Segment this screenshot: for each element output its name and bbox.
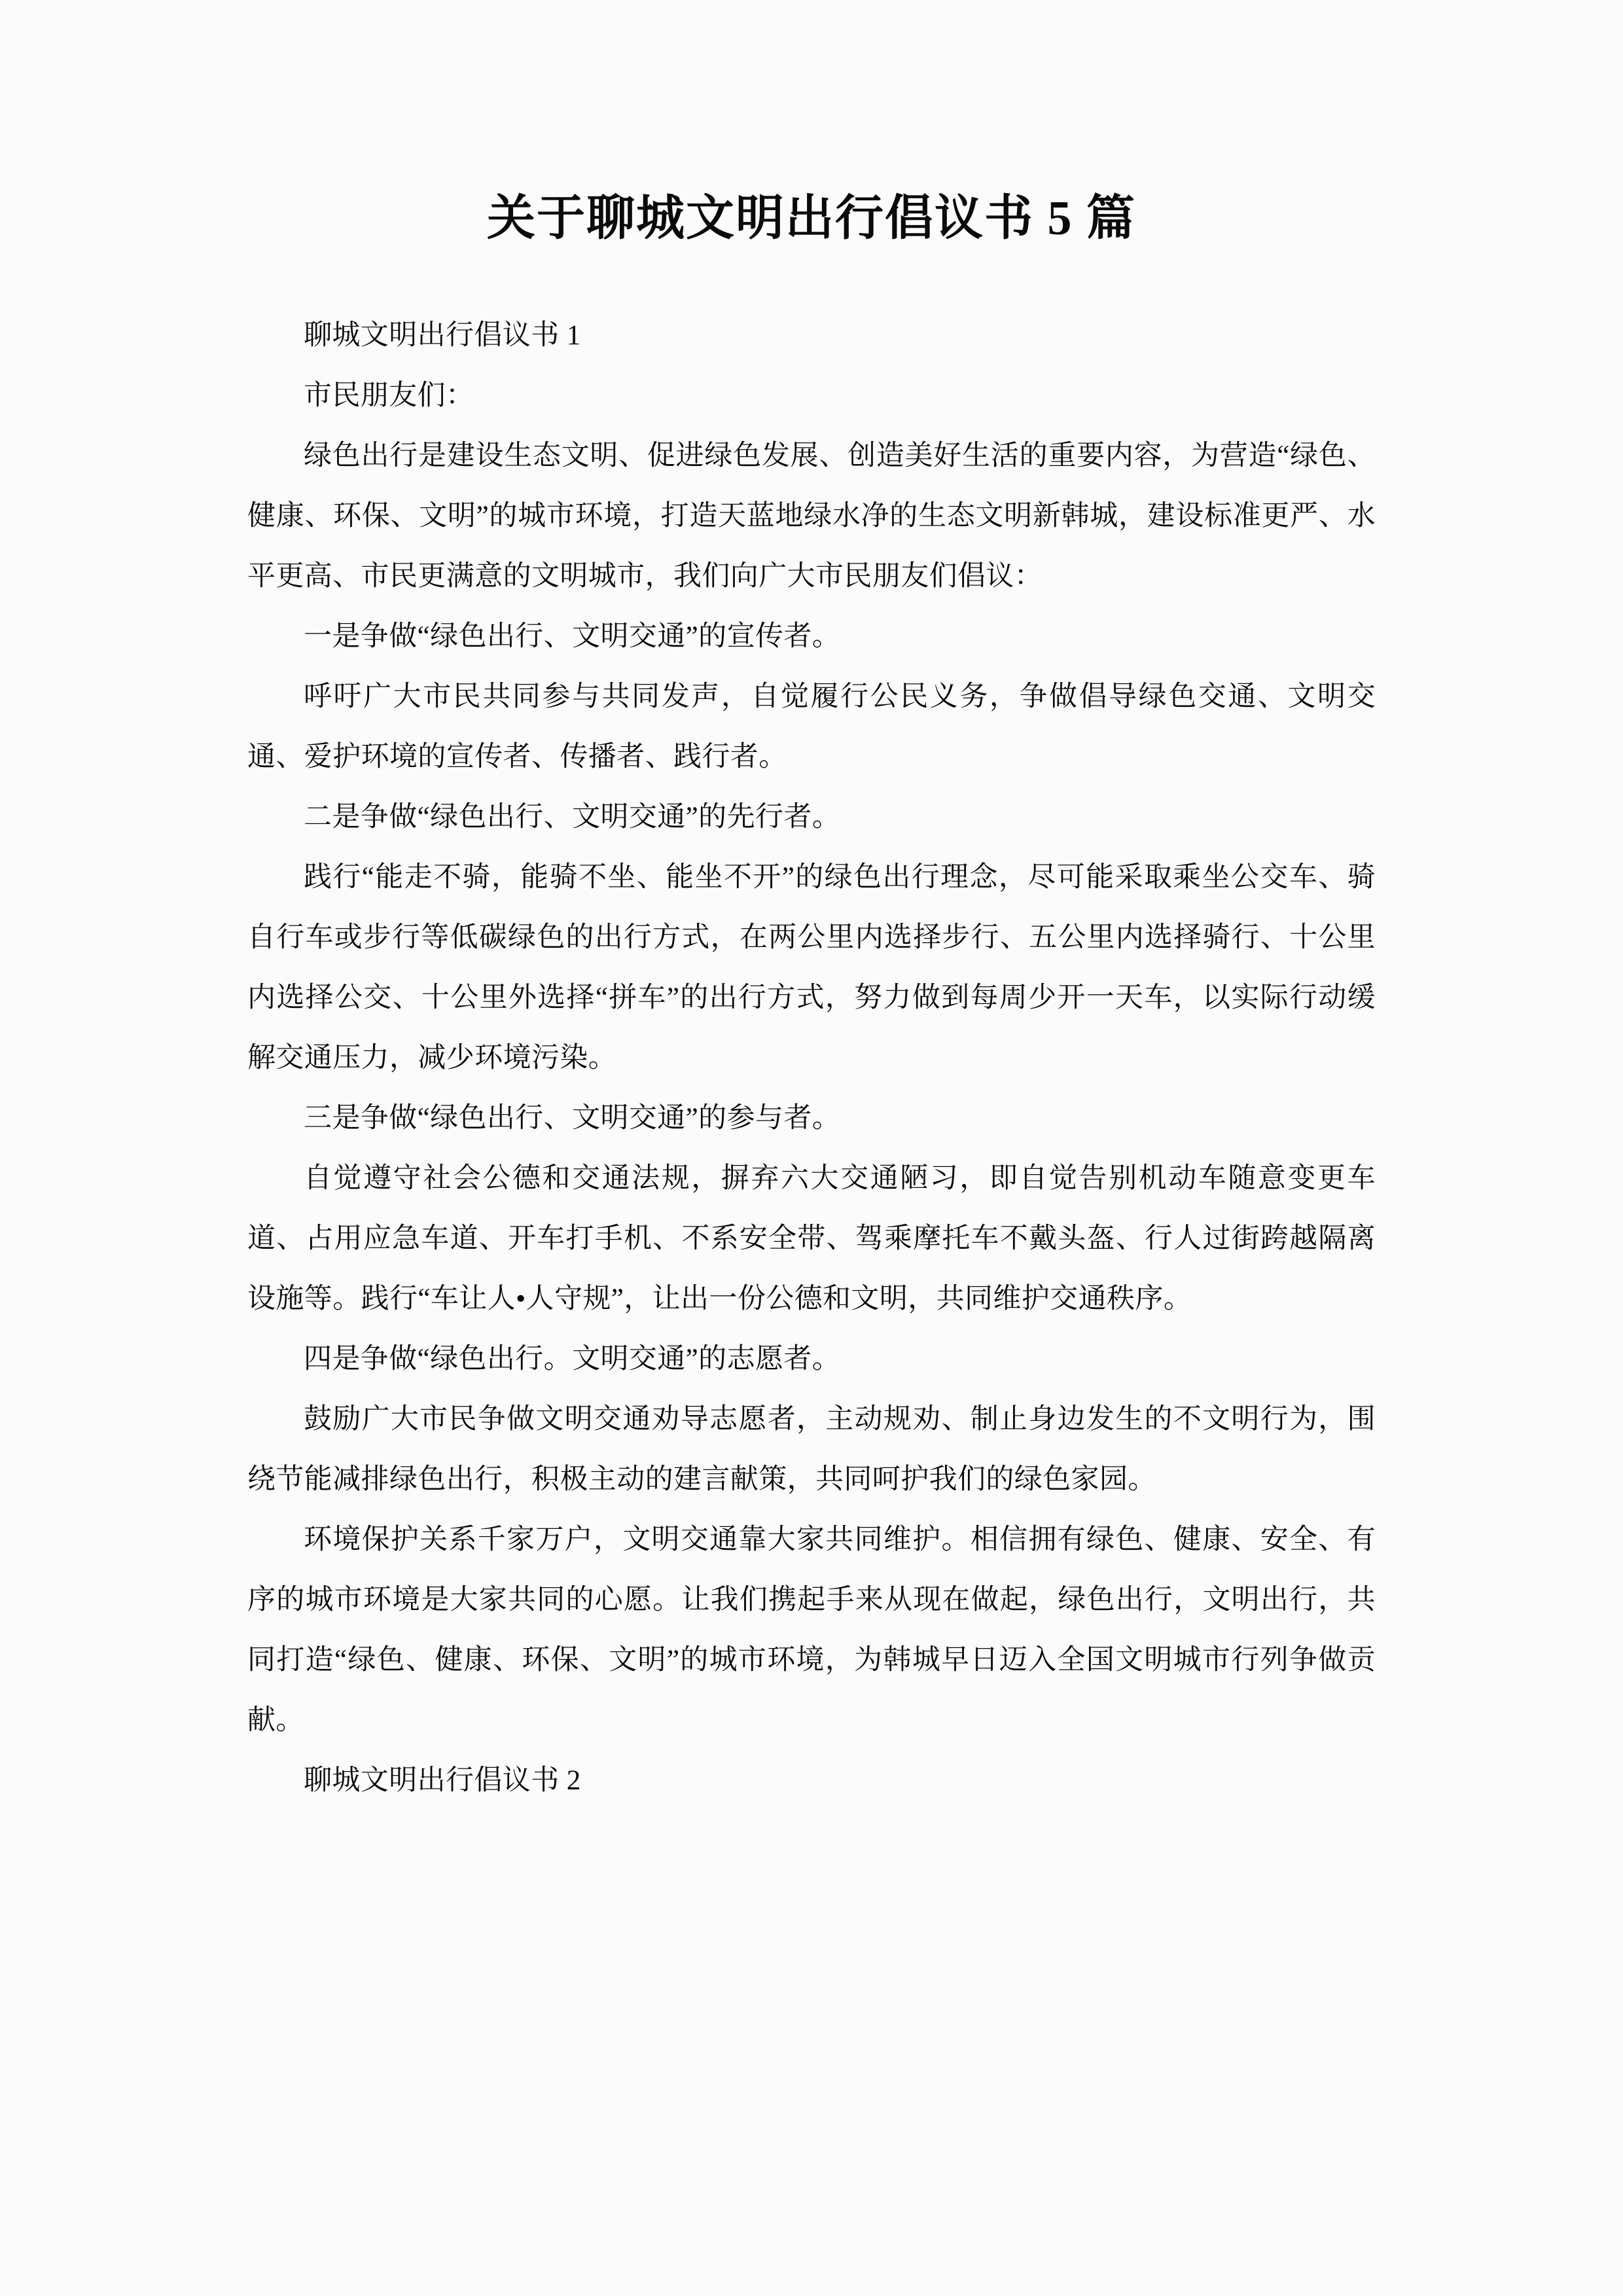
point-2-title: 二是争做“绿色出行、文明交通”的先行者。 (304, 801, 841, 833)
section-heading-1: 聊城文明出行倡议书 1 (304, 319, 581, 351)
intro-paragraph: 绿色出行是建设生态文明、促进绿色发展、创造美好生活的重要内容，为营造“绿色、健康、环保、文明”的城市环境，打造天蓝地绿水净的生态文明新韩城，建设标准更严、水平更高、市民更满意的文明城市，我们向广大市民朋友们倡议： (247, 440, 1376, 592)
salutation: 市民朋友们： (304, 380, 474, 411)
section-heading-2: 聊城文明出行倡议书 2 (304, 1765, 581, 1796)
point-2-body: 践行“能走不骑，能骑不坐、能坐不开”的绿色出行理念，尽可能采取乘坐公交车、骑自行车或步行等低碳绿色的出行方式，在两公里内选择步行、五公里内选择骑行、十公里内选择公交、十公里外选择“拼车”的出行方式，努力做到每周少开一天车，以实际行动缓解交通压力，减少环境污染。 (247, 861, 1376, 1073)
point-4-body: 鼓励广大市民争做文明交通劝导志愿者，主动规劝、制止身边发生的不文明行为，围绕节能减排绿色出行，积极主动的建言献策，共同呵护我们的绿色家园。 (247, 1403, 1376, 1495)
point-1-title: 一是争做“绿色出行、文明交通”的宣传者。 (304, 620, 841, 652)
point-3-body: 自觉遵守社会公德和交通法规，摒弃六大交通陋习，即自觉告别机动车随意变更车道、占用应急车道、开车打手机、不系安全带、驾乘摩托车不戴头盔、行人过街跨越隔离设施等。践行“车让人•人守规”，让出一份公德和文明，共同维护交通秩序。 (247, 1162, 1376, 1314)
point-4-title: 四是争做“绿色出行。文明交通”的志愿者。 (304, 1343, 841, 1374)
document-body (247, 170, 1376, 1811)
point-3-title: 三是争做“绿色出行、文明交通”的参与者。 (304, 1102, 841, 1134)
page-title: 关于聊城文明出行倡议书 5 篇 (487, 192, 1136, 245)
closing-paragraph: 环境保护关系千家万户，文明交通靠大家共同维护。相信拥有绿色、健康、安全、有序的城市环境是大家共同的心愿。让我们携起手来从现在做起，绿色出行，文明出行，共同打造“绿色、健康、环保、文明”的城市环境，为韩城早日迈入全国文明城市行列争做贡献。 (247, 1524, 1376, 1736)
point-1-body: 呼吁广大市民共同参与共同发声，自觉履行公民义务，争做倡导绿色交通、文明交通、爱护环境的宣传者、传播者、践行者。 (247, 681, 1376, 772)
